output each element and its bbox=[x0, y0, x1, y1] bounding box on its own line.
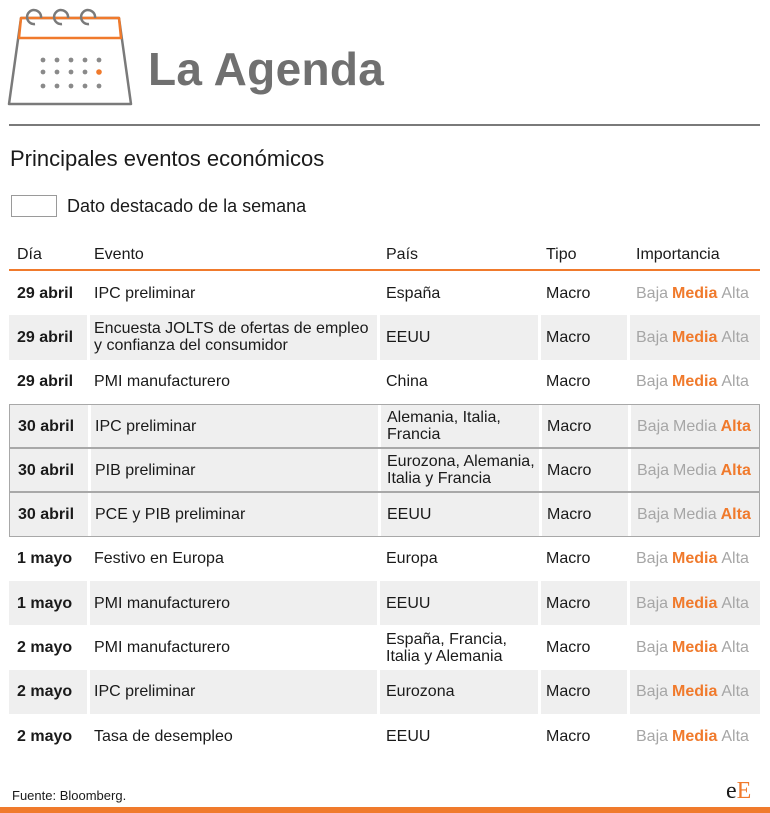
column-separator bbox=[87, 625, 90, 669]
cell-evento: IPC preliminar bbox=[94, 683, 196, 701]
source-note: Fuente: Bloomberg. bbox=[12, 788, 127, 803]
importance-baja: Baja bbox=[636, 284, 669, 302]
column-header-evento: Evento bbox=[94, 246, 144, 263]
column-separator bbox=[628, 449, 631, 491]
column-separator bbox=[627, 670, 630, 714]
cell-importancia bbox=[636, 360, 760, 404]
column-separator bbox=[628, 405, 631, 447]
cell-pais: EEUU bbox=[387, 506, 432, 524]
events-table bbox=[9, 240, 760, 758]
column-header-pais: País bbox=[386, 246, 419, 263]
importance-media: Media bbox=[672, 284, 718, 302]
column-separator bbox=[377, 670, 380, 714]
importance-alta: Alta bbox=[721, 550, 749, 568]
column-separator bbox=[627, 315, 630, 359]
cell-pais: Eurozona bbox=[386, 683, 455, 701]
cell-tipo: Macro bbox=[546, 328, 591, 346]
cell-evento: IPC preliminar bbox=[95, 417, 197, 435]
cell-dia: 30 abril bbox=[18, 461, 75, 479]
cell-tipo: Macro bbox=[546, 284, 591, 302]
cell-dia: 1 mayo bbox=[17, 594, 73, 612]
table-row bbox=[9, 315, 760, 359]
column-separator bbox=[538, 714, 541, 758]
cell-tipo: Macro bbox=[547, 506, 592, 524]
cell-evento: PCE y PIB preliminar bbox=[95, 506, 246, 524]
table-row bbox=[9, 271, 760, 315]
column-separator bbox=[627, 714, 630, 758]
cell-tipo: Macro bbox=[546, 683, 591, 701]
cell-tipo: Macro bbox=[546, 727, 591, 745]
cell-importancia bbox=[636, 537, 760, 581]
column-separator bbox=[538, 537, 541, 581]
importance-baja: Baja bbox=[636, 550, 669, 568]
cell-dia: 29 abril bbox=[17, 373, 74, 391]
column-separator bbox=[377, 315, 380, 359]
column-separator bbox=[538, 271, 541, 315]
page-title: La Agenda bbox=[148, 43, 385, 95]
importance-alta: Alta bbox=[721, 284, 749, 302]
cell-pais: España bbox=[386, 284, 441, 302]
cell-tipo: Macro bbox=[547, 461, 592, 479]
table-header bbox=[9, 240, 760, 271]
column-separator bbox=[88, 493, 91, 535]
brand-logo: eE bbox=[726, 778, 752, 804]
column-separator bbox=[377, 625, 380, 669]
importance-alta: Alta bbox=[720, 506, 751, 524]
column-header-importancia: Importancia bbox=[636, 246, 720, 263]
importance-media: Media bbox=[672, 594, 718, 612]
cell-tipo: Macro bbox=[546, 550, 591, 568]
importance-media: Media bbox=[672, 727, 718, 745]
column-separator bbox=[627, 537, 630, 581]
column-separator bbox=[378, 493, 381, 535]
column-separator bbox=[377, 714, 380, 758]
column-separator bbox=[377, 537, 380, 581]
cell-dia: 2 mayo bbox=[17, 683, 73, 701]
column-separator bbox=[538, 315, 541, 359]
importance-baja: Baja bbox=[636, 639, 669, 657]
cell-evento: PMI manufacturero bbox=[94, 594, 231, 612]
cell-importancia bbox=[637, 449, 761, 491]
importance-media: Media bbox=[672, 639, 718, 657]
importance-media: Media bbox=[672, 550, 718, 568]
importance-baja: Baja bbox=[636, 594, 669, 612]
importance-alta: Alta bbox=[720, 417, 751, 435]
header-divider bbox=[9, 124, 760, 126]
column-separator bbox=[539, 405, 542, 447]
legend-swatch bbox=[11, 195, 57, 217]
importance-baja: Baja bbox=[636, 373, 669, 391]
column-separator bbox=[87, 315, 90, 359]
cell-tipo: Macro bbox=[547, 417, 592, 435]
column-separator bbox=[627, 271, 630, 315]
column-separator bbox=[377, 271, 380, 315]
importance-alta: Alta bbox=[721, 639, 749, 657]
column-separator bbox=[87, 271, 90, 315]
cell-pais: EEUU bbox=[386, 328, 431, 346]
cell-tipo: Macro bbox=[546, 594, 591, 612]
importance-baja: Baja bbox=[637, 461, 670, 479]
cell-dia: 30 abril bbox=[18, 506, 75, 524]
cell-pais: Eurozona, Alemania, Italia y Francia bbox=[387, 453, 535, 488]
cell-importancia bbox=[636, 670, 760, 714]
cell-evento: Festivo en Europa bbox=[94, 550, 224, 568]
column-header-dia: Día bbox=[17, 246, 42, 263]
column-separator bbox=[627, 360, 630, 404]
cell-importancia bbox=[636, 271, 760, 315]
cell-importancia bbox=[636, 315, 760, 359]
cell-pais: China bbox=[386, 373, 428, 391]
importance-media: Media bbox=[672, 683, 718, 701]
column-separator bbox=[538, 581, 541, 625]
cell-dia: 30 abril bbox=[18, 417, 75, 435]
cell-evento: Tasa de desempleo bbox=[94, 727, 233, 745]
column-separator bbox=[627, 625, 630, 669]
table-row bbox=[9, 625, 760, 669]
column-separator bbox=[539, 449, 542, 491]
cell-pais: Europa bbox=[386, 550, 438, 568]
subtitle: Principales eventos económicos bbox=[10, 146, 325, 171]
column-separator bbox=[88, 405, 91, 447]
cell-tipo: Macro bbox=[546, 373, 591, 391]
table-row bbox=[9, 581, 760, 625]
column-separator bbox=[378, 449, 381, 491]
importance-media: Media bbox=[673, 417, 717, 435]
table-row bbox=[9, 404, 760, 448]
table-row bbox=[9, 448, 760, 492]
importance-alta: Alta bbox=[721, 328, 749, 346]
cell-pais: EEUU bbox=[386, 727, 431, 745]
cell-importancia bbox=[637, 405, 761, 447]
importance-baja: Baja bbox=[636, 328, 669, 346]
column-separator bbox=[377, 581, 380, 625]
table-row bbox=[9, 537, 760, 581]
importance-baja: Baja bbox=[636, 727, 669, 745]
importance-alta: Alta bbox=[721, 727, 749, 745]
column-separator bbox=[378, 405, 381, 447]
column-separator bbox=[377, 360, 380, 404]
cell-dia: 2 mayo bbox=[17, 727, 73, 745]
importance-alta: Alta bbox=[721, 683, 749, 701]
cell-importancia bbox=[636, 625, 760, 669]
column-header-tipo: Tipo bbox=[546, 246, 577, 263]
column-separator bbox=[538, 360, 541, 404]
header bbox=[0, 0, 770, 126]
cell-pais: Alemania, Italia, Francia bbox=[387, 409, 501, 444]
cell-importancia bbox=[636, 581, 760, 625]
importance-alta: Alta bbox=[721, 594, 749, 612]
table-row bbox=[9, 670, 760, 714]
cell-evento: PIB preliminar bbox=[95, 461, 196, 479]
column-separator bbox=[87, 714, 90, 758]
cell-evento: PMI manufacturero bbox=[94, 639, 231, 657]
importance-media: Media bbox=[673, 461, 717, 479]
calendar-icon bbox=[7, 8, 133, 108]
table-row bbox=[9, 714, 760, 758]
column-separator bbox=[539, 493, 542, 535]
column-separator bbox=[87, 670, 90, 714]
table-row bbox=[9, 492, 760, 536]
column-separator bbox=[87, 581, 90, 625]
column-separator bbox=[88, 449, 91, 491]
cell-importancia bbox=[637, 493, 761, 535]
cell-dia: 29 abril bbox=[17, 328, 74, 346]
column-separator bbox=[538, 670, 541, 714]
cell-dia: 29 abril bbox=[17, 284, 74, 302]
importance-baja: Baja bbox=[637, 506, 670, 524]
cell-pais: España, Francia, Italia y Alemania bbox=[386, 630, 507, 665]
cell-importancia bbox=[636, 714, 760, 758]
legend-label: Dato destacado de la semana bbox=[67, 196, 307, 216]
column-separator bbox=[627, 581, 630, 625]
column-separator bbox=[538, 625, 541, 669]
importance-baja: Baja bbox=[636, 683, 669, 701]
cell-evento: Encuesta JOLTS de ofertas de empleo y confianza del consumidor bbox=[94, 320, 369, 355]
column-separator bbox=[87, 360, 90, 404]
table-row bbox=[9, 360, 760, 404]
cell-dia: 1 mayo bbox=[17, 550, 73, 568]
importance-media: Media bbox=[672, 328, 718, 346]
table-body bbox=[9, 271, 760, 758]
cell-evento: IPC preliminar bbox=[94, 284, 196, 302]
cell-pais: EEUU bbox=[386, 594, 431, 612]
cell-dia: 2 mayo bbox=[17, 639, 73, 657]
importance-media: Media bbox=[672, 373, 718, 391]
importance-baja: Baja bbox=[637, 417, 670, 435]
importance-alta: Alta bbox=[721, 373, 749, 391]
column-separator bbox=[87, 537, 90, 581]
importance-alta: Alta bbox=[720, 461, 751, 479]
column-separator bbox=[628, 493, 631, 535]
cell-evento: PMI manufacturero bbox=[94, 373, 231, 391]
cell-tipo: Macro bbox=[546, 639, 591, 657]
importance-media: Media bbox=[673, 506, 717, 524]
bottom-accent-bar bbox=[0, 807, 770, 813]
